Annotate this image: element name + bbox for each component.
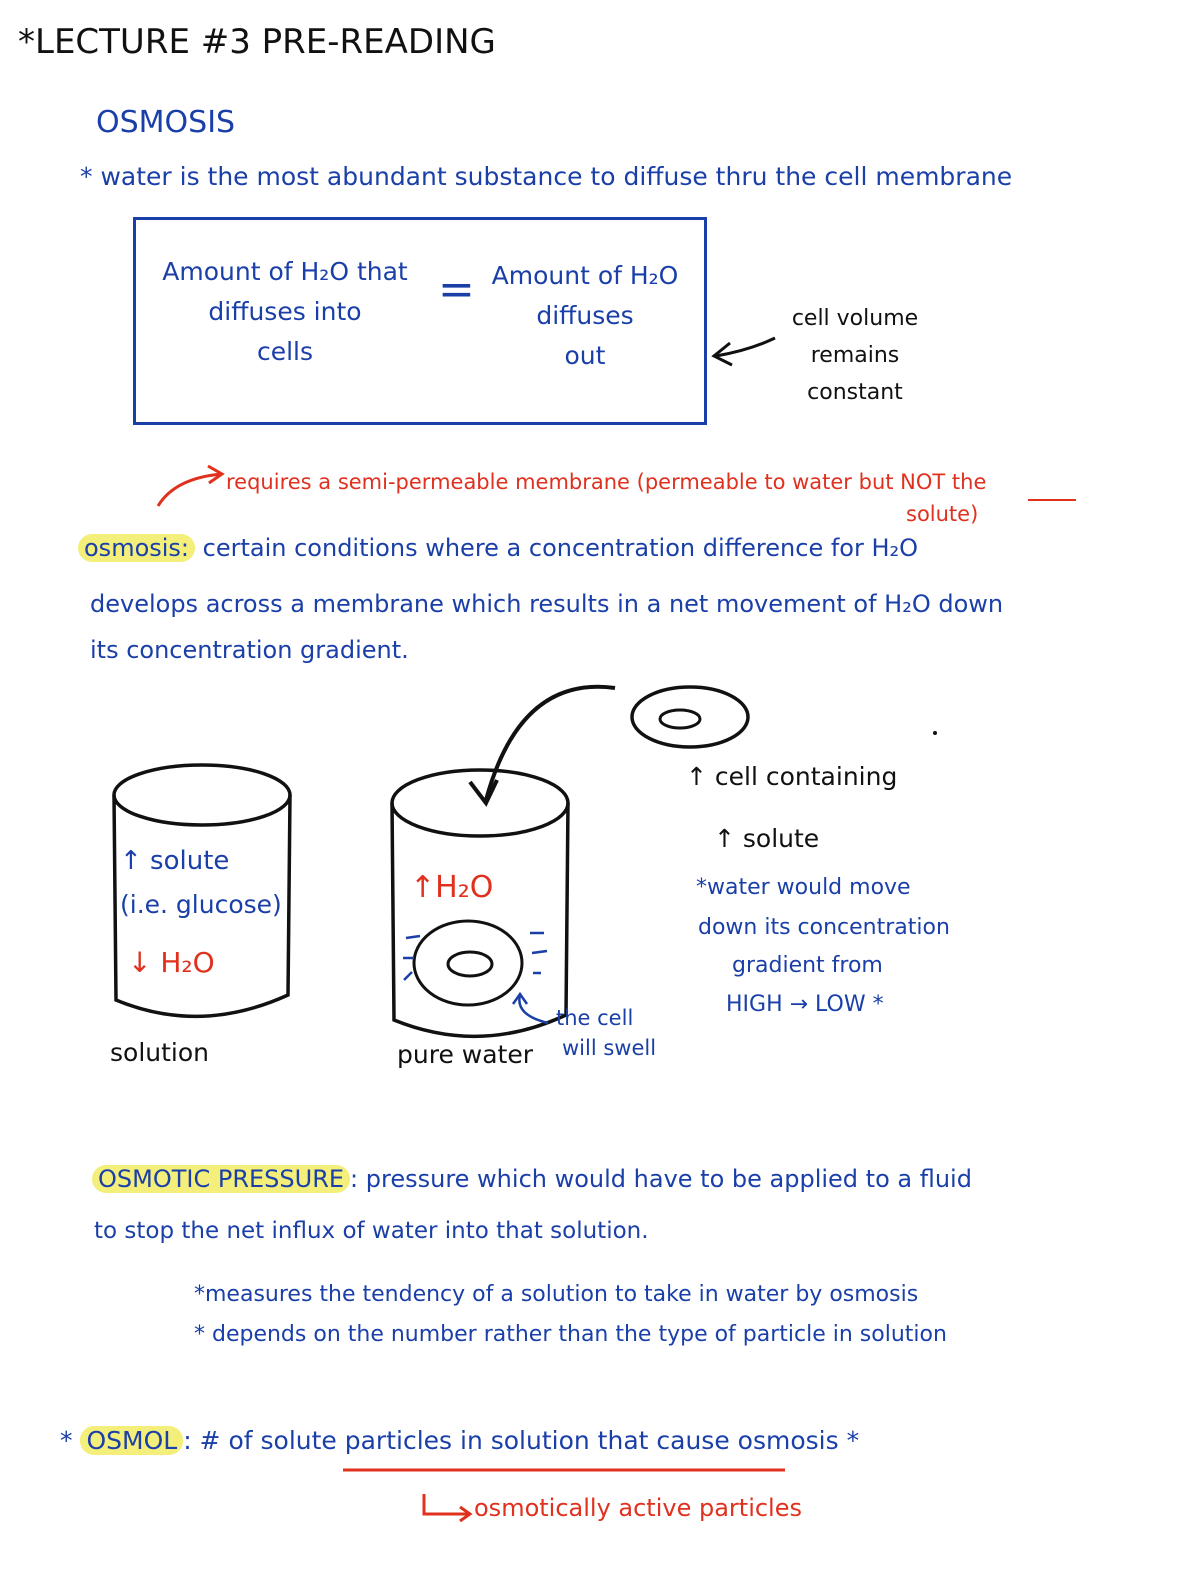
solute-up-label: ↑ solute — [120, 846, 230, 876]
osmotic-bullet-2: * depends on the number rather than the type of particle in solution — [194, 1322, 947, 1347]
water-move-line2: down its concentration — [698, 915, 950, 940]
arrow-up-icon: ↑ — [686, 762, 707, 791]
water-move-line4: HIGH → LOW * — [726, 992, 884, 1017]
osmol-line: * OSMOL : # of solute particles in solution that cause osmosis * — [60, 1426, 860, 1455]
fact-water-abundant: * water is the most abundant substance to diffuse thru the cell membrane — [80, 162, 1013, 191]
osmotic-pressure-line1: OSMOTIC PRESSURE : pressure which would have to be applied to a fluid — [92, 1165, 972, 1193]
h2o-down-label: ↓ H₂O — [128, 946, 215, 979]
box-right-text: Amount of H₂O diffuses out — [491, 261, 679, 370]
cell-containing-label: ↑ cell containing — [686, 762, 898, 791]
osmosis-definition-line2: develops across a membrane which results in a net movement of H₂O down — [90, 590, 1004, 618]
red-curve-arrow — [158, 474, 222, 506]
swollen-cell-nucleus — [448, 952, 492, 976]
water-move-line3: gradient from — [732, 953, 883, 978]
osmotic-bullet-1: *measures the tendency of a solution to take in water by osmosis — [194, 1282, 919, 1307]
solute-up-label-2: ↑ solute — [714, 824, 820, 853]
glucose-label: (i.e. glucose) — [120, 890, 282, 919]
solute-cell — [632, 687, 748, 747]
osmosis-definition-line1: osmosis: certain conditions where a concentration difference for H₂O — [78, 534, 918, 562]
osmotic-pressure-line2: to stop the net influx of water into that solution. — [94, 1218, 649, 1244]
stray-dot — [933, 731, 937, 735]
water-move-line1: *water would move — [696, 875, 911, 900]
page-title: *LECTURE #3 PRE-READING — [18, 22, 496, 62]
cell-swell-label-2: will swell — [562, 1036, 657, 1060]
osmol-term: OSMOL — [80, 1426, 183, 1455]
osmotically-active-label: osmotically active particles — [474, 1494, 802, 1522]
swollen-cell — [414, 921, 522, 1005]
solution-label: solution — [110, 1038, 209, 1067]
solute-cell-nucleus — [660, 710, 700, 728]
membrane-note: requires a semi-permeable membrane (permeable to water but NOT the — [226, 470, 987, 494]
box-left-text: Amount of H₂O that diffuses into cells — [162, 257, 408, 366]
h2o-up-label: ↑H₂O — [410, 870, 494, 905]
cell-volume-note: cell volume remains constant — [791, 306, 919, 405]
osmosis-term: osmosis: — [78, 534, 195, 562]
cell-swell-label-1: the cell — [556, 1006, 634, 1030]
osmosis-definition-line3: its concentration gradient. — [90, 636, 409, 664]
equals-sign: = — [438, 264, 475, 315]
osmosis-heading: OSMOSIS — [96, 105, 236, 140]
membrane-note-tail: solute) — [906, 502, 979, 526]
osmotic-pressure-term: OSMOTIC PRESSURE — [92, 1165, 350, 1193]
pure-water-label: pure water — [397, 1040, 533, 1069]
